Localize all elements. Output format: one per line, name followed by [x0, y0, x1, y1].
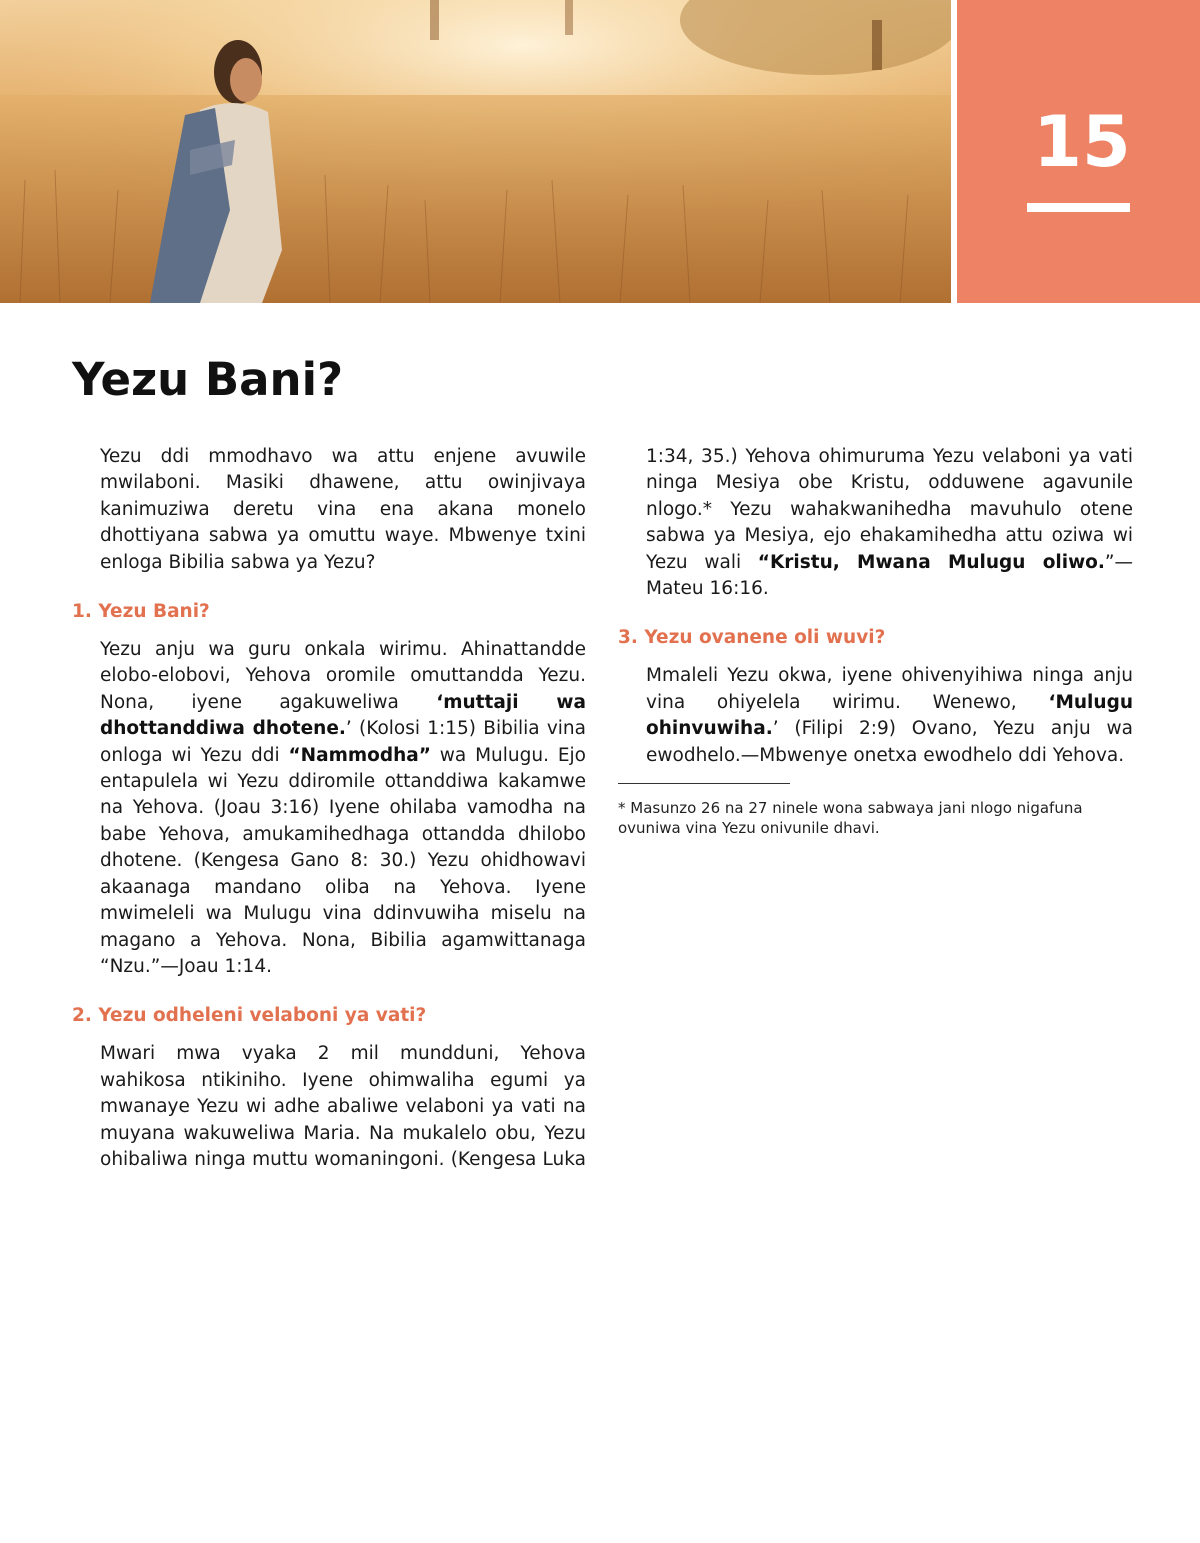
section-2-paragraph: [72, 1041, 586, 1173]
chapter-badge: [957, 0, 1200, 303]
footnote-divider: [618, 783, 790, 784]
section-2-paragraph-continued: [618, 444, 1133, 602]
field-illustration: [0, 0, 951, 303]
footnote: * Masunzo 26 na 27 ninele wona sabwaya jani nlogo nigafuna ovuniwa vina Yezu onivunile dhavi.: [618, 799, 1083, 838]
section-3-text-b: ’ (Filipi 2:9) Ovano, Yezu anju wa ewodhelo.—Mbwenye onetxa ewodhelo ddi Yehova.: [646, 718, 1133, 766]
section-1-text-b: ’ (Kolosi 1:15) Bibilia vina onloga wi Yezu ddi: [100, 718, 586, 766]
chapter-underline: [1027, 203, 1130, 212]
section-1-bold-b: “Nammodha”: [288, 744, 431, 766]
section-heading-2: 2. Yezu odheleni velaboni ya vati?: [72, 1005, 427, 1027]
left-column: [72, 444, 586, 1173]
section-1-text-c: wa Mulugu. Ejo entapulela wi Yezu ddiromile ottanddiwa kakamwe na Yehova. (Joau 3:16) Iyene ohilaba vamodha na babe Yehova, amukamihedhaga ottandda dhilobo dhotene. (Kengesa Gano 8: 30.) Yezu ohidhowavi akaanaga mandano oliba na Yehova. Iyene mwimeleli wa Mulugu vina ddinvuwiha miselu na magano a Yehova. Nona, Bibilia agamwittanaga “Nzu.”—Joau 1:14.: [100, 744, 586, 977]
section-2-text-b-cont: ”—Mateu 16:16.: [646, 551, 1134, 600]
right-column: [618, 444, 1133, 838]
header-photo: [0, 0, 951, 303]
section-2-bold-a-cont: “Kristu, Mwana Mulugu oliwo.: [757, 551, 1105, 573]
chapter-number: 15: [1033, 101, 1131, 183]
page-title: Yezu Bani?: [72, 353, 344, 406]
section-heading-1: 1. Yezu Bani?: [72, 601, 210, 623]
section-2-text-a-cont: 1:34, 35.) Yehova ohimuruma Yezu velaboni ya vati ninga Mesiya obe Kristu, odduwene agavunile nlogo.* Yezu wahakwanihedha mavuhulo otene sabwa ya Mesiya, ejo ehakamihedha attu oziwa wi Yezu wali: [646, 446, 1133, 573]
section-1-text-a: Yezu anju wa guru onkala wirimu. Ahinattandde elobo-elobovi, Yehova oromile omuttandda Yezu. Nona, iyene agakuweliwa: [100, 639, 586, 713]
section-3-paragraph: [618, 663, 1133, 769]
intro-paragraph: Yezu ddi mmodhavo wa attu enjene avuwile mwilaboni. Masiki dhawene, attu owinjivaya kanimuziwa deretu vina ena akana monelo dhottiyana sabwa ya omuttu waye. Mbwenye txini enloga Bibilia sabwa ya Yezu?: [100, 446, 586, 573]
section-1-bold-a: ‘muttaji wa dhottanddiwa dhotene.: [100, 691, 586, 740]
section-2-text-a: Mwari mwa vyaka 2 mil mundduni, Yehova wahikosa ntikiniho. Iyene ohimwaliha egumi ya mwanaye Yezu wi adhe abaliwe velaboni ya vati na muyana wakuweliwa Maria. Na mukalelo obu, Yezu ohibaliwa ninga muttu womaningoni. (Kengesa Luka: [100, 1043, 586, 1170]
section-3-text-a: Mmaleli Yezu okwa, iyene ohivenyihiwa ninga anju vina ohiyelela wirimu. Wenewo,: [646, 665, 1133, 713]
section-3-bold-a: ‘Mulugu ohinvuwiha.: [646, 691, 1133, 740]
section-1-paragraph: [72, 637, 586, 980]
section-heading-3: 3. Yezu ovanene oli wuvi?: [618, 627, 886, 649]
